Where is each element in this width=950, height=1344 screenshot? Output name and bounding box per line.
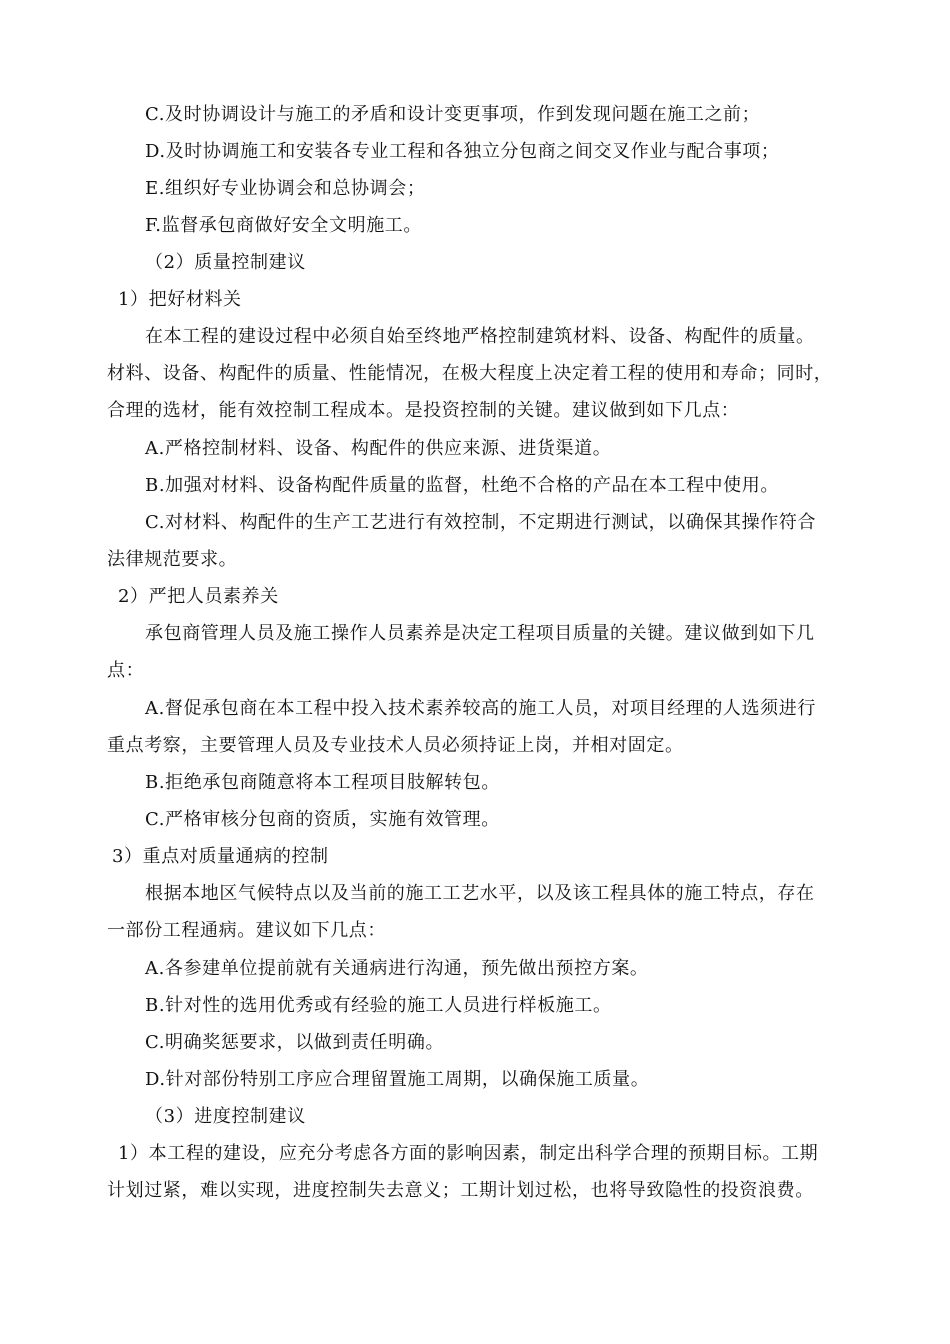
paragraph-line: 材料、设备、构配件的质量、性能情况，在极大程度上决定着工程的使用和寿命；同时， (107, 363, 833, 384)
paragraph-line: E.组织好专业协调会和总协调会； (145, 178, 426, 199)
paragraph-line: 一部份工程通病。建议如下几点： (107, 920, 386, 941)
paragraph-line: 合理的选材，能有效控制工程成本。是投资控制的关键。建议做到如下几点： (107, 400, 740, 421)
paragraph-line: 1）本工程的建设，应充分考虑各方面的影响因素，制定出科学合理的预期目标。工期 (118, 1143, 819, 1164)
paragraph-line: 计划过紧，难以实现，进度控制失去意义；工期计划过松，也将导致隐性的投资浪费。 (107, 1180, 814, 1201)
section-heading: （3）进度控制建议 (145, 1106, 306, 1127)
paragraph-line: 点： (107, 660, 145, 681)
paragraph-line: 在本工程的建设过程中必须自始至终地严格控制建筑材料、设备、构配件的质量。 (145, 326, 815, 347)
paragraph-line: 重点考察，主要管理人员及专业技术人员必须持证上岗，并相对固定。 (107, 735, 684, 756)
paragraph-line: 根据本地区气候特点以及当前的施工工艺水平，以及该工程具体的施工特点，存在 (145, 883, 815, 904)
paragraph-line: F.监督承包商做好安全文明施工。 (145, 215, 423, 236)
paragraph-line: C.严格审核分包商的资质，实施有效管理。 (145, 809, 500, 830)
paragraph-line: B.针对性的选用优秀或有经验的施工人员进行样板施工。 (145, 995, 612, 1016)
paragraph-line: 法律规范要求。 (107, 549, 238, 570)
paragraph-line: B.拒绝承包商随意将本工程项目肢解转包。 (145, 772, 500, 793)
paragraph-line: D.及时协调施工和安装各专业工程和各独立分包商之间交叉作业与配合事项； (145, 141, 780, 162)
paragraph-line: B.加强对材料、设备构配件质量的监督，杜绝不合格的产品在本工程中使用。 (145, 475, 779, 496)
paragraph-line: C.明确奖惩要求，以做到责任明确。 (145, 1032, 445, 1053)
paragraph-line: A.严格控制材料、设备、构配件的供应来源、进货渠道。 (145, 438, 612, 459)
subsection-heading: 2）严把人员素养关 (118, 586, 279, 607)
section-heading: （2）质量控制建议 (145, 252, 306, 273)
paragraph-line: C.对材料、构配件的生产工艺进行有效控制，不定期进行测试，以确保其操作符合 (145, 512, 817, 533)
subsection-heading: 1）把好材料关 (118, 289, 242, 310)
paragraph-line: A.督促承包商在本工程中投入技术素养较高的施工人员，对项目经理的人选须进行 (145, 698, 816, 719)
paragraph-line: A.各参建单位提前就有关通病进行沟通，预先做出预控方案。 (145, 958, 649, 979)
paragraph-line: C.及时协调设计与施工的矛盾和设计变更事项，作到发现问题在施工之前； (145, 104, 761, 125)
paragraph-line: 承包商管理人员及施工操作人员素养是决定工程项目质量的关键。建议做到如下几 (145, 623, 815, 644)
paragraph-line: D.针对部份特别工序应合理留置施工周期，以确保施工质量。 (145, 1069, 650, 1090)
subsection-heading: 3）重点对质量通病的控制 (112, 846, 329, 867)
